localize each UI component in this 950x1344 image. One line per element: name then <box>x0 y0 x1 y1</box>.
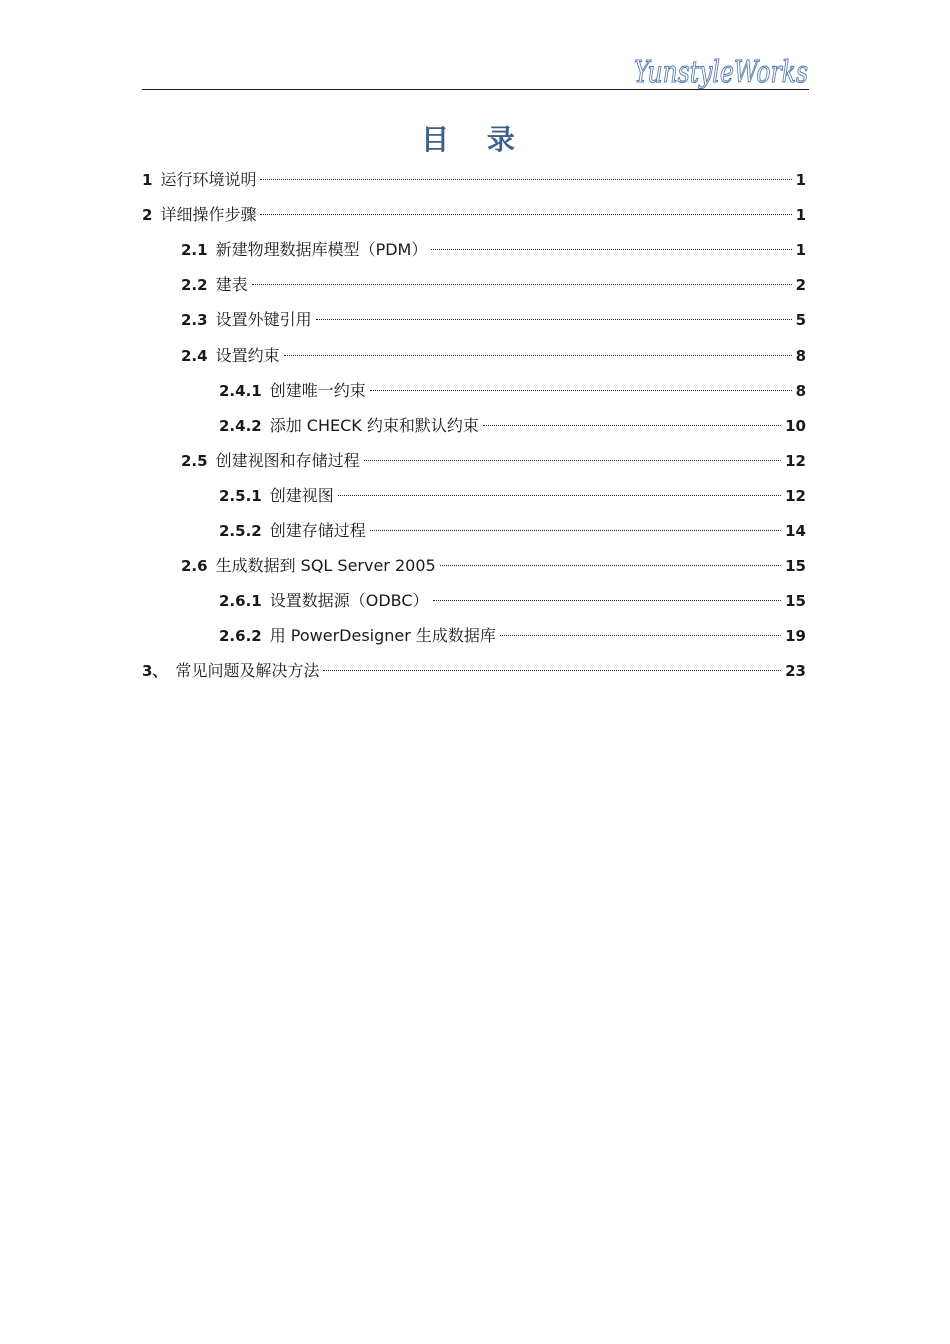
toc-entry[interactable] <box>181 238 806 262</box>
toc-dot-leader <box>323 670 781 671</box>
toc-entry-page-number: 8 <box>795 347 806 365</box>
toc-entry-label: 运行环境说明 <box>160 170 257 189</box>
toc-dot-leader <box>316 319 792 320</box>
toc-entry-page-number: 5 <box>795 311 806 329</box>
toc-entry-label: 用 PowerDesigner 生成数据库 <box>269 626 496 645</box>
toc-entry[interactable] <box>181 308 806 332</box>
toc-entry-page-number: 2 <box>795 276 806 294</box>
toc-entry-page-number: 19 <box>785 627 806 645</box>
toc-entry[interactable] <box>219 589 806 613</box>
toc-dot-leader <box>370 530 781 531</box>
yunstyleworks-logo <box>632 50 812 94</box>
toc-entry-number: 2.6 <box>181 557 208 575</box>
toc-dot-leader <box>252 284 792 285</box>
toc-dot-leader <box>370 390 792 391</box>
toc-entry-label: 新建物理数据库模型（PDM） <box>215 240 428 259</box>
toc-entry-label: 创建视图和存储过程 <box>215 451 360 470</box>
toc-entry-label: 添加 CHECK 约束和默认约束 <box>269 416 479 435</box>
toc-entry[interactable] <box>219 624 806 648</box>
toc-entry[interactable] <box>181 554 806 578</box>
toc-entry[interactable] <box>181 344 806 368</box>
toc-entry-page-number: 12 <box>785 487 806 505</box>
toc-entry-page-number: 23 <box>785 662 806 680</box>
toc-entry-page-number: 15 <box>785 557 806 575</box>
toc-entry-label: 生成数据到 SQL Server 2005 <box>215 556 436 575</box>
toc-entry-number: 2.4.2 <box>219 417 262 435</box>
toc-entry[interactable] <box>142 203 806 227</box>
toc-entry-number: 2 <box>142 206 153 224</box>
toc-entry[interactable] <box>219 414 806 438</box>
toc-entry-number: 2.4.1 <box>219 382 262 400</box>
toc-entry-page-number: 14 <box>785 522 806 540</box>
toc-entry-page-number: 15 <box>785 592 806 610</box>
toc-entry-number: 2.5.2 <box>219 522 262 540</box>
toc-dot-leader <box>433 600 782 601</box>
toc-entry-page-number: 1 <box>795 171 806 189</box>
toc-entry-number: 2.4 <box>181 347 208 365</box>
toc-dot-leader <box>431 249 791 250</box>
toc-entry[interactable] <box>219 484 806 508</box>
toc-entry-number: 2.2 <box>181 276 208 294</box>
toc-entry-page-number: 10 <box>785 417 806 435</box>
toc-entry-label: 设置数据源（ODBC） <box>269 591 429 610</box>
toc-dot-leader <box>440 565 781 566</box>
toc-entry-number: 2.5 <box>181 452 208 470</box>
toc-entry[interactable] <box>181 273 806 297</box>
svg-text:YunstyleWorks: YunstyleWorks <box>634 55 808 90</box>
toc-entry-label: 创建视图 <box>269 486 334 505</box>
toc-entry-number: 2.6.2 <box>219 627 262 645</box>
toc-entry-page-number: 1 <box>795 241 806 259</box>
toc-entry-label: 创建唯一约束 <box>269 381 366 400</box>
toc-entry-label: 常见问题及解决方法 <box>175 661 320 680</box>
toc-dot-leader <box>500 635 781 636</box>
toc-entry-label: 建表 <box>215 275 248 294</box>
toc-title: 目 录 <box>421 123 529 156</box>
toc-entry-number: 2.5.1 <box>219 487 262 505</box>
toc-entry-page-number: 8 <box>795 382 806 400</box>
toc-entry[interactable] <box>219 379 806 403</box>
toc-dot-leader <box>338 495 781 496</box>
toc-entry-number: 2.3 <box>181 311 208 329</box>
toc-entry-page-number: 1 <box>795 206 806 224</box>
toc-entry-number: 2.1 <box>181 241 208 259</box>
toc-entry[interactable] <box>219 519 806 543</box>
toc-entry[interactable] <box>142 659 806 683</box>
toc-entry[interactable] <box>142 168 806 192</box>
toc-dot-leader <box>284 355 792 356</box>
toc-dot-leader <box>260 214 791 215</box>
toc-entry-label: 创建存储过程 <box>269 521 366 540</box>
toc-entry-label: 设置约束 <box>215 346 280 365</box>
toc-entry-label: 设置外键引用 <box>215 310 312 329</box>
toc-entry-page-number: 12 <box>785 452 806 470</box>
header-rule <box>142 89 809 90</box>
toc-dot-leader <box>260 179 791 180</box>
toc-dot-leader <box>364 460 782 461</box>
toc-dot-leader <box>483 425 781 426</box>
toc-entry-number: 1 <box>142 171 153 189</box>
toc-entry-label: 详细操作步骤 <box>160 205 257 224</box>
toc-entry-number: 3、 <box>142 662 168 680</box>
toc-entry[interactable] <box>181 449 806 473</box>
toc-entry-number: 2.6.1 <box>219 592 262 610</box>
